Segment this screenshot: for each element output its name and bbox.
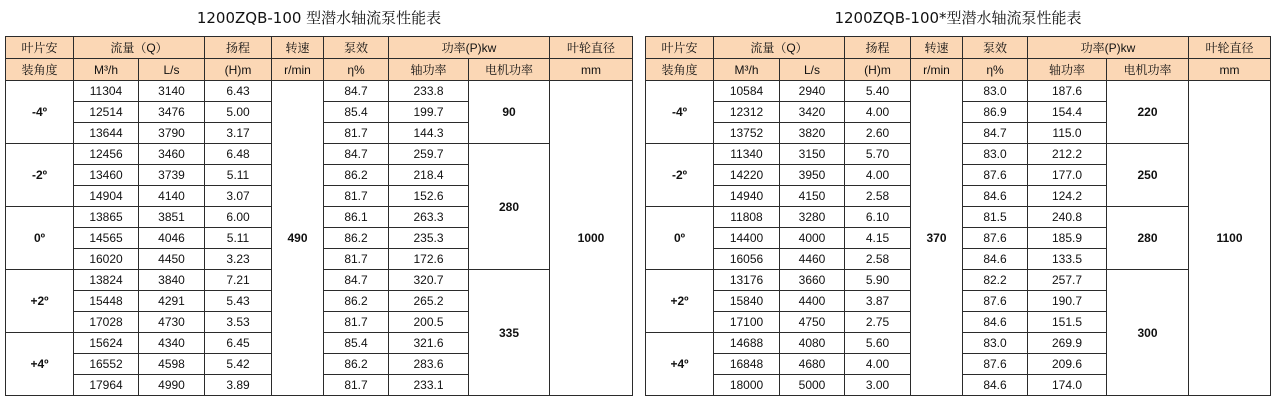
head-cell: 3.07	[205, 186, 272, 207]
efficiency-cell: 81.7	[324, 123, 389, 144]
flow-m3h-cell: 15840	[714, 291, 780, 312]
head-cell: 5.00	[205, 102, 272, 123]
performance-table-panel-1200zqb-100	[5, 0, 633, 396]
header-shaft-power: 轴功率	[389, 59, 469, 81]
efficiency-cell: 83.0	[963, 81, 1028, 102]
flow-ls-cell: 3280	[780, 207, 845, 228]
efficiency-cell: 86.1	[324, 207, 389, 228]
flow-ls-cell: 4400	[780, 291, 845, 312]
flow-m3h-cell: 14565	[74, 228, 139, 249]
efficiency-cell: 81.5	[963, 207, 1028, 228]
flow-m3h-cell: 14220	[714, 165, 780, 186]
efficiency-cell: 84.6	[963, 312, 1028, 333]
shaft-power-cell: 151.5	[1028, 312, 1107, 333]
flow-ls-cell: 3790	[139, 123, 205, 144]
shaft-power-cell: 187.6	[1028, 81, 1107, 102]
efficiency-cell: 83.0	[963, 333, 1028, 354]
shaft-power-cell: 185.9	[1028, 228, 1107, 249]
table-row	[646, 81, 1271, 102]
head-cell: 4.00	[845, 354, 911, 375]
flow-m3h-cell: 17100	[714, 312, 780, 333]
head-cell: 3.53	[205, 312, 272, 333]
head-cell: 4.15	[845, 228, 911, 249]
head-cell: 3.00	[845, 375, 911, 396]
header-flow: 流量（Q）	[714, 37, 845, 59]
efficiency-cell: 84.6	[963, 186, 1028, 207]
blade-angle-cell: +2º	[6, 270, 74, 333]
shaft-power-cell: 269.9	[1028, 333, 1107, 354]
efficiency-cell: 87.6	[963, 354, 1028, 375]
efficiency-cell: 81.7	[324, 186, 389, 207]
performance-table	[645, 36, 1271, 396]
shaft-power-cell: 257.7	[1028, 270, 1107, 291]
speed-cell: 490	[272, 81, 324, 396]
efficiency-cell: 86.2	[324, 291, 389, 312]
shaft-power-cell: 263.3	[389, 207, 469, 228]
head-cell: 5.42	[205, 354, 272, 375]
flow-m3h-cell: 12514	[74, 102, 139, 123]
efficiency-cell: 82.2	[963, 270, 1028, 291]
flow-m3h-cell: 13644	[74, 123, 139, 144]
flow-ls-cell: 4150	[780, 186, 845, 207]
header-efficiency-top: 泵效	[324, 37, 389, 59]
shaft-power-cell: 115.0	[1028, 123, 1107, 144]
flow-ls-cell: 4990	[139, 375, 205, 396]
flow-ls-cell: 5000	[780, 375, 845, 396]
header-efficiency-bottom: η%	[324, 59, 389, 81]
flow-m3h-cell: 11304	[74, 81, 139, 102]
shaft-power-cell: 320.7	[389, 270, 469, 291]
head-cell: 7.21	[205, 270, 272, 291]
impeller-diameter-cell: 1100	[1189, 81, 1271, 396]
flow-m3h-cell: 14688	[714, 333, 780, 354]
flow-m3h-cell: 16848	[714, 354, 780, 375]
flow-ls-cell: 3476	[139, 102, 205, 123]
efficiency-cell: 86.2	[324, 228, 389, 249]
head-cell: 4.00	[845, 165, 911, 186]
blade-angle-cell: -2º	[6, 144, 74, 207]
head-cell: 5.11	[205, 165, 272, 186]
shaft-power-cell: 218.4	[389, 165, 469, 186]
flow-ls-cell: 4140	[139, 186, 205, 207]
shaft-power-cell: 212.2	[1028, 144, 1107, 165]
flow-m3h-cell: 11340	[714, 144, 780, 165]
header-efficiency-bottom: η%	[963, 59, 1028, 81]
flow-m3h-cell: 13460	[74, 165, 139, 186]
shaft-power-cell: 233.8	[389, 81, 469, 102]
blade-angle-cell: 0º	[6, 207, 74, 270]
shaft-power-cell: 199.7	[389, 102, 469, 123]
flow-ls-cell: 4730	[139, 312, 205, 333]
head-cell: 6.45	[205, 333, 272, 354]
flow-m3h-cell: 16020	[74, 249, 139, 270]
motor-power-cell: 250	[1107, 144, 1189, 207]
motor-power-cell: 90	[469, 81, 550, 144]
flow-m3h-cell: 12456	[74, 144, 139, 165]
head-cell: 5.11	[205, 228, 272, 249]
header-head-top: 扬程	[205, 37, 272, 59]
efficiency-cell: 81.7	[324, 249, 389, 270]
shaft-power-cell: 152.6	[389, 186, 469, 207]
head-cell: 2.58	[845, 186, 911, 207]
flow-m3h-cell: 14400	[714, 228, 780, 249]
flow-m3h-cell: 13176	[714, 270, 780, 291]
flow-ls-cell: 4046	[139, 228, 205, 249]
flow-m3h-cell: 13824	[74, 270, 139, 291]
head-cell: 5.70	[845, 144, 911, 165]
speed-cell: 370	[911, 81, 963, 396]
head-cell: 5.90	[845, 270, 911, 291]
header-motor-power: 电机功率	[469, 59, 550, 81]
efficiency-cell: 84.7	[324, 144, 389, 165]
shaft-power-cell: 174.0	[1028, 375, 1107, 396]
flow-m3h-cell: 17028	[74, 312, 139, 333]
efficiency-cell: 85.4	[324, 102, 389, 123]
header-angle-top: 叶片安	[646, 37, 714, 59]
head-cell: 3.23	[205, 249, 272, 270]
header-angle-top: 叶片安	[6, 37, 74, 59]
blade-angle-cell: -2º	[646, 144, 714, 207]
flow-ls-cell: 4000	[780, 228, 845, 249]
shaft-power-cell: 265.2	[389, 291, 469, 312]
flow-m3h-cell: 16056	[714, 249, 780, 270]
header-speed-bottom: r/min	[911, 59, 963, 81]
shaft-power-cell: 259.7	[389, 144, 469, 165]
efficiency-cell: 81.7	[324, 375, 389, 396]
flow-m3h-cell: 12312	[714, 102, 780, 123]
header-speed-bottom: r/min	[272, 59, 324, 81]
head-cell: 4.00	[845, 102, 911, 123]
head-cell: 5.60	[845, 333, 911, 354]
flow-ls-cell: 4598	[139, 354, 205, 375]
header-motor-power: 电机功率	[1107, 59, 1189, 81]
header-diameter-bottom: mm	[550, 59, 633, 81]
flow-m3h-cell: 15448	[74, 291, 139, 312]
header-efficiency-top: 泵效	[963, 37, 1028, 59]
head-cell: 6.00	[205, 207, 272, 228]
flow-ls-cell: 3140	[139, 81, 205, 102]
shaft-power-cell: 209.6	[1028, 354, 1107, 375]
flow-m3h-cell: 10584	[714, 81, 780, 102]
flow-m3h-cell: 15624	[74, 333, 139, 354]
shaft-power-cell: 321.6	[389, 333, 469, 354]
flow-ls-cell: 3739	[139, 165, 205, 186]
header-speed-top: 转速	[911, 37, 963, 59]
header-head-bottom: (H)m	[845, 59, 911, 81]
flow-m3h-cell: 14940	[714, 186, 780, 207]
shaft-power-cell: 190.7	[1028, 291, 1107, 312]
head-cell: 2.58	[845, 249, 911, 270]
flow-ls-cell: 3660	[780, 270, 845, 291]
efficiency-cell: 86.2	[324, 354, 389, 375]
shaft-power-cell: 172.6	[389, 249, 469, 270]
header-flow-ls: L/s	[139, 59, 205, 81]
head-cell: 5.40	[845, 81, 911, 102]
shaft-power-cell: 124.2	[1028, 186, 1107, 207]
flow-m3h-cell: 13752	[714, 123, 780, 144]
efficiency-cell: 86.9	[963, 102, 1028, 123]
header-flow-m3h: M³/h	[714, 59, 780, 81]
efficiency-cell: 84.6	[963, 249, 1028, 270]
flow-m3h-cell: 17964	[74, 375, 139, 396]
flow-m3h-cell: 11808	[714, 207, 780, 228]
header-flow-ls: L/s	[780, 59, 845, 81]
header-head-top: 扬程	[845, 37, 911, 59]
efficiency-cell: 81.7	[324, 312, 389, 333]
blade-angle-cell: +4º	[646, 333, 714, 396]
header-power: 功率(P)kw	[389, 37, 550, 59]
motor-power-cell: 220	[1107, 81, 1189, 144]
flow-ls-cell: 4340	[139, 333, 205, 354]
flow-ls-cell: 4450	[139, 249, 205, 270]
header-power: 功率(P)kw	[1028, 37, 1189, 59]
header-head-bottom: (H)m	[205, 59, 272, 81]
flow-ls-cell: 4291	[139, 291, 205, 312]
shaft-power-cell: 154.4	[1028, 102, 1107, 123]
flow-ls-cell: 4460	[780, 249, 845, 270]
motor-power-cell: 280	[469, 144, 550, 270]
head-cell: 6.43	[205, 81, 272, 102]
flow-ls-cell: 4680	[780, 354, 845, 375]
shaft-power-cell: 240.8	[1028, 207, 1107, 228]
shaft-power-cell: 144.3	[389, 123, 469, 144]
flow-ls-cell: 3840	[139, 270, 205, 291]
shaft-power-cell: 283.6	[389, 354, 469, 375]
head-cell: 3.89	[205, 375, 272, 396]
efficiency-cell: 87.6	[963, 291, 1028, 312]
efficiency-cell: 84.7	[963, 123, 1028, 144]
flow-ls-cell: 3950	[780, 165, 845, 186]
efficiency-cell: 86.2	[324, 165, 389, 186]
header-angle-bottom: 装角度	[6, 59, 74, 81]
header-diameter-top: 叶轮直径	[1189, 37, 1271, 59]
flow-ls-cell: 3851	[139, 207, 205, 228]
flow-ls-cell: 2940	[780, 81, 845, 102]
efficiency-cell: 84.7	[324, 81, 389, 102]
blade-angle-cell: -4º	[646, 81, 714, 144]
flow-m3h-cell: 13865	[74, 207, 139, 228]
efficiency-cell: 84.6	[963, 375, 1028, 396]
head-cell: 6.48	[205, 144, 272, 165]
performance-table-panel-1200zqb-100-star	[645, 0, 1271, 396]
flow-m3h-cell: 18000	[714, 375, 780, 396]
table-title: 1200ZQB-100 型潜水轴流泵性能表	[196, 9, 442, 27]
head-cell: 3.87	[845, 291, 911, 312]
table-row	[6, 81, 633, 102]
shaft-power-cell: 235.3	[389, 228, 469, 249]
flow-ls-cell: 3460	[139, 144, 205, 165]
efficiency-cell: 87.6	[963, 228, 1028, 249]
efficiency-cell: 84.7	[324, 270, 389, 291]
flow-ls-cell: 3820	[780, 123, 845, 144]
performance-table	[5, 36, 633, 396]
flow-ls-cell: 3420	[780, 102, 845, 123]
blade-angle-cell: +4º	[6, 333, 74, 396]
shaft-power-cell: 200.5	[389, 312, 469, 333]
head-cell: 3.17	[205, 123, 272, 144]
table-title: 1200ZQB-100*型潜水轴流泵性能表	[834, 9, 1082, 27]
motor-power-cell: 280	[1107, 207, 1189, 270]
header-shaft-power: 轴功率	[1028, 59, 1107, 81]
head-cell: 2.75	[845, 312, 911, 333]
motor-power-cell: 300	[1107, 270, 1189, 396]
header-flow: 流量（Q）	[74, 37, 205, 59]
shaft-power-cell: 177.0	[1028, 165, 1107, 186]
flow-ls-cell: 3150	[780, 144, 845, 165]
flow-m3h-cell: 16552	[74, 354, 139, 375]
flow-m3h-cell: 14904	[74, 186, 139, 207]
flow-ls-cell: 4750	[780, 312, 845, 333]
shaft-power-cell: 233.1	[389, 375, 469, 396]
motor-power-cell: 335	[469, 270, 550, 396]
blade-angle-cell: +2º	[646, 270, 714, 333]
header-speed-top: 转速	[272, 37, 324, 59]
flow-ls-cell: 4080	[780, 333, 845, 354]
impeller-diameter-cell: 1000	[550, 81, 633, 396]
blade-angle-cell: -4º	[6, 81, 74, 144]
header-diameter-bottom: mm	[1189, 59, 1271, 81]
head-cell: 5.43	[205, 291, 272, 312]
efficiency-cell: 85.4	[324, 333, 389, 354]
head-cell: 6.10	[845, 207, 911, 228]
header-flow-m3h: M³/h	[74, 59, 139, 81]
head-cell: 2.60	[845, 123, 911, 144]
efficiency-cell: 83.0	[963, 144, 1028, 165]
header-angle-bottom: 装角度	[646, 59, 714, 81]
header-diameter-top: 叶轮直径	[550, 37, 633, 59]
blade-angle-cell: 0º	[646, 207, 714, 270]
shaft-power-cell: 133.5	[1028, 249, 1107, 270]
efficiency-cell: 87.6	[963, 165, 1028, 186]
